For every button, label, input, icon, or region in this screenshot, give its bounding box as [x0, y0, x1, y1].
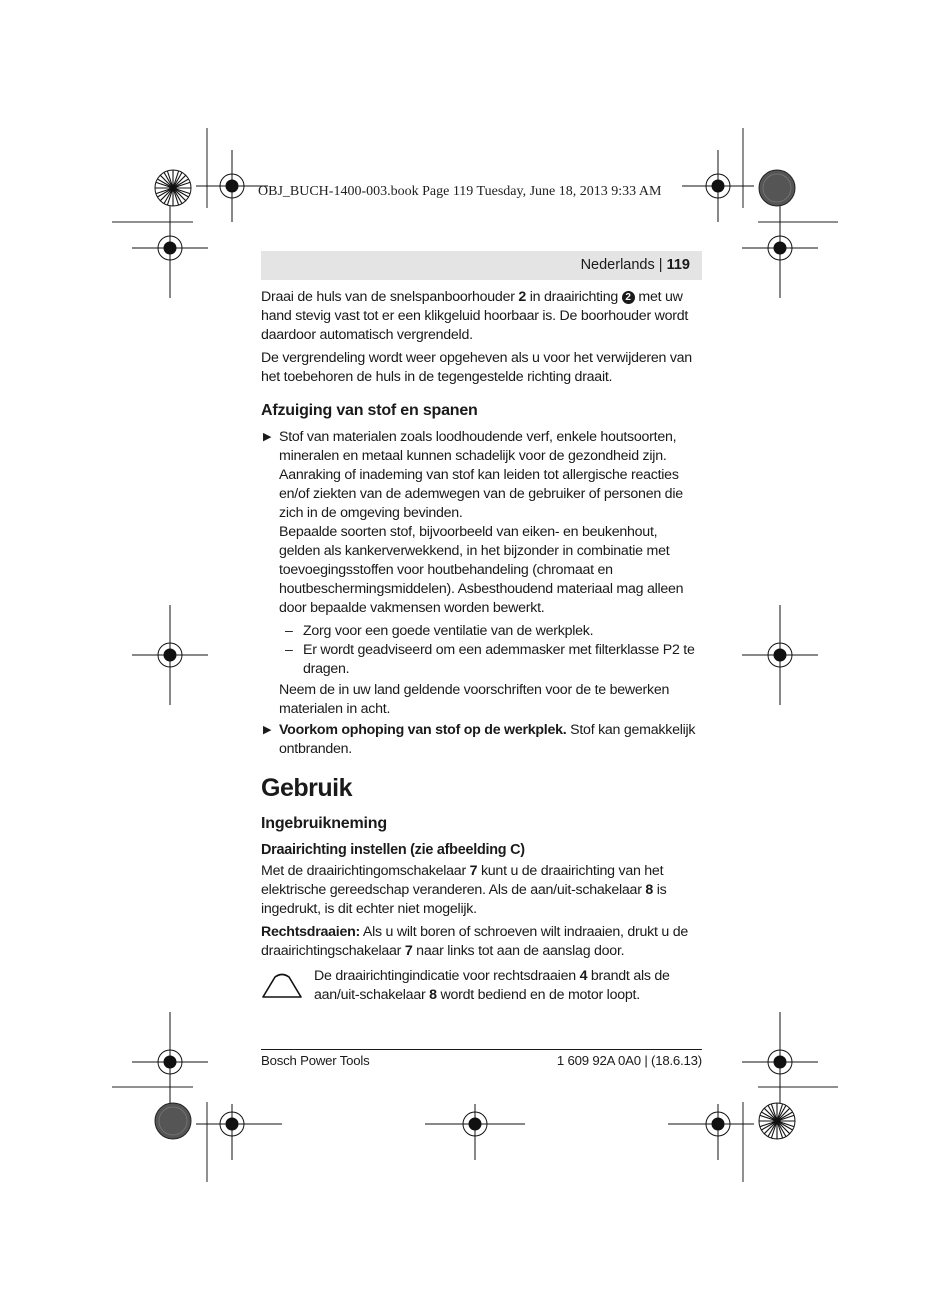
note-block: De draairichtingindicatie voor rechtsdraaien 4 brandt als de aan/uit-schakelaar 8 wordt bediend en de motor loopt. — [261, 967, 702, 1005]
page-content — [261, 288, 702, 1005]
bullet-arrow-icon: ▶ — [263, 431, 272, 443]
gray-disc — [759, 170, 795, 206]
star-target — [155, 170, 191, 206]
subsection-heading: Draairichting instellen (zie afbeelding C) — [261, 842, 525, 858]
list-item: ▶ Stof van materialen zoals loodhoudende verf, enkele houtsoorten, mineralen en metaal kunnen schadelijk voor de gezondheid zijn. Aanraking of inademing van stof kan leiden tot allergische reacties en/of ziekten van de ademwegen van de gebruiker of personen die zich in de omgeving bevinden. Bepaalde soorten stof, bijvoorbeeld van eiken- en beukenhout, gelden als kankerverwekkend, in het bijzonder in combinatie met toevoegingsstoffen voor houtbehandeling (chromaat en houtbeschermingsmiddelen). Asbesthoudend materiaal mag alleen door bepaalde vakmensen worden bewerkt. – Zorg voor een goede ventilatie van de werkplek. – Er wordt geadviseerd om een ademmasker met filterklasse P2 te dragen. Neem de in uw land geldende voorschriften voor de te bewerken materialen in acht. — [261, 428, 702, 719]
registration-mark — [132, 605, 208, 705]
section-heading: Afzuiging van stof en spanen — [261, 402, 478, 419]
dash-item: – Er wordt geadviseerd om een ademmasker met filterklasse P2 te dragen. — [285, 642, 695, 677]
paragraph: Draai de huls van de snelspanboorhouder 2 in draairichting 2 met uw hand stevig vast tot er een klikgeluid hoorbaar is. De boorhouder wordt daardoor automatisch vergrendeld. — [261, 289, 689, 343]
registration-mark — [742, 198, 818, 298]
page-number: 119 — [666, 257, 690, 273]
footer-doc-number: 1 609 92A 0A0 | (18.6.13) — [556, 1053, 702, 1068]
paragraph: De vergrendeling wordt weer opgeheven als u voor het verwijderen van het toebehoren de huls in de tegengestelde richting draait. — [261, 350, 692, 385]
registration-mark — [425, 1104, 525, 1160]
header-separator: | — [658, 257, 663, 273]
dash-item: – Zorg voor een goede ventilatie van de werkplek. — [285, 623, 594, 639]
registration-mark — [132, 198, 208, 298]
print-slug: OBJ_BUCH-1400-003.book Page 119 Tuesday, June 18, 2013 9:33 AM — [258, 184, 662, 199]
registration-mark — [742, 1012, 818, 1112]
chapter-title: Gebruik — [261, 774, 352, 802]
gray-disc — [155, 1103, 191, 1139]
list-item: ▶ Voorkom ophoping van stof op de werkplek. Stof kan gemakkelijk ontbranden. — [263, 722, 696, 757]
note-icon — [261, 973, 303, 999]
paragraph: Rechtsdraaien: Als u wilt boren of schroeven wilt indraaien, drukt u de draairichtingschakelaar 7 naar links tot aan de aanslag door. — [261, 924, 689, 959]
star-target — [759, 1103, 795, 1139]
bullet-arrow-icon: ▶ — [263, 724, 272, 736]
registration-mark — [742, 605, 818, 705]
page-header — [261, 251, 702, 280]
footer-rule — [261, 1049, 702, 1050]
circled-number-2: 2 — [622, 291, 635, 304]
registration-mark — [132, 1012, 208, 1112]
registration-mark — [668, 1104, 754, 1160]
footer-publisher: Bosch Power Tools — [261, 1053, 370, 1068]
section-heading: Ingebruikneming — [261, 815, 387, 832]
header-language: Nederlands — [580, 257, 655, 273]
registration-mark — [196, 1104, 282, 1160]
paragraph: Met de draairichtingomschakelaar 7 kunt u de draairichting van het elektrische gereedschap veranderen. Als de aan/uit-schakelaar 8 is ingedrukt, is dit echter niet mogelijk. — [261, 863, 667, 917]
